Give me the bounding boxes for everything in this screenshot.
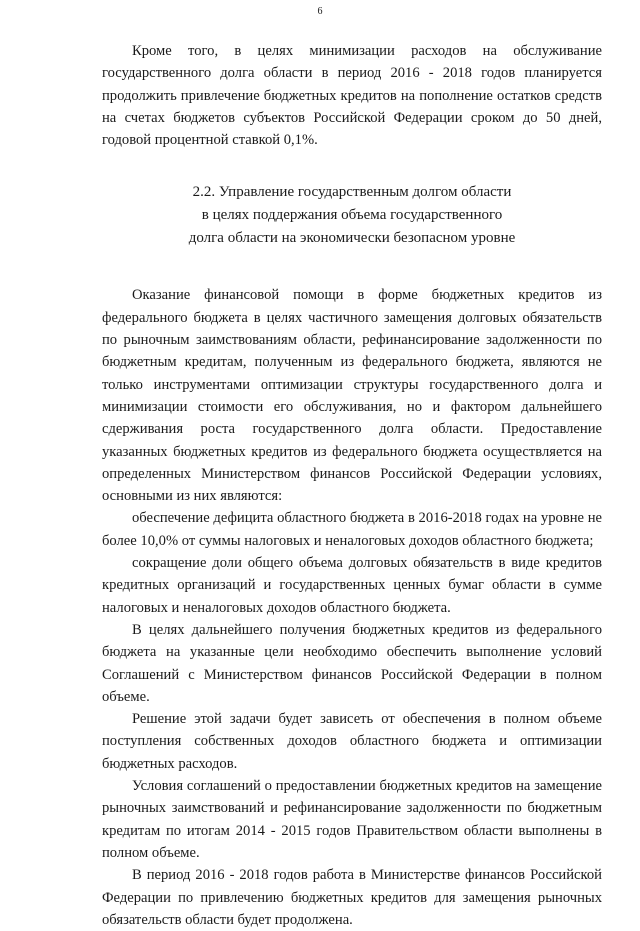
paragraph-agreement-conditions: Условия соглашений о предоставлении бюджетных кредитов на замещение рыночных заимствований и рефинансирование задолженности по бюджетным кредитам по итогам 2014 - 2015 годов Правительством области выполнены в полном объеме. [102, 778, 602, 861]
paragraph-financial-assistance: Оказание финансовой помощи в форме бюджетных кредитов из федерального бюджета в целях частичного замещения долговых обязательств по рыночным заимствованиям области, рефинансирование задолженности по бюджетным кредитам, полученным из федерального бюджета, являются не только инструментами оптимизации структуры государственного долга и минимизации стоимости его обслуживания, но и фактором дальнейшего сдерживания роста государственного долга области. Предоставление указанных бюджетных кредитов из федерального бюджета осуществляется на определенных Министерством финансов Российской Федерации условиях, основными из них являются: [102, 287, 602, 505]
paragraph-work-continued: В период 2016 - 2018 годов работа в Министерстве финансов Российской Федерации по привлечению бюджетных кредитов для замещения рыночных обязательств области будет продолжена. [102, 867, 602, 928]
paragraph-borrowing-plan: Кроме того, в целях минимизации расходов на обслуживание государственного долга области в период 2016 - 2018 годов планируется продолжить привлечение бюджетных кредитов на пополнение остатков средств на счетах бюджетов субъектов Российской Федерации сроком до 50 дней, годовой процентной ставкой 0,1%. [102, 43, 602, 149]
page-number: 6 [317, 6, 323, 17]
section-heading-line-1: 2.2. Управление государственным долгом области [192, 184, 512, 201]
document-body [102, 40, 602, 931]
paragraph-further-credits: В целях дальнейшего получения бюджетных кредитов из федерального бюджета на указанные цели необходимо обеспечить выполнение условий Соглашений с Министерством финансов Российской Федерации в полном объеме. [102, 621, 602, 705]
section-heading-line-2: в целях поддержания объема государственного [201, 207, 503, 224]
paragraph-task-solution: Решение этой задачи будет зависеть от обеспечения в полном объеме поступления собственных доходов областного бюджета и оптимизации бюджетных расходов. [102, 711, 602, 772]
paragraph-condition-debt-share: сокращение доли общего объема долговых обязательств в виде кредитов кредитных организаций и государственных ценных бумаг области в сумме налоговых и неналоговых доходов областного бюджета. [102, 555, 602, 616]
paragraph-condition-deficit: обеспечение дефицита областного бюджета в 2016-2018 годах на уровне не более 10,0% от суммы налоговых и неналоговых доходов областного бюджета; [102, 510, 602, 549]
section-heading [102, 181, 602, 250]
section-heading-line-3: долга области на экономически безопасном уровне [188, 230, 516, 247]
